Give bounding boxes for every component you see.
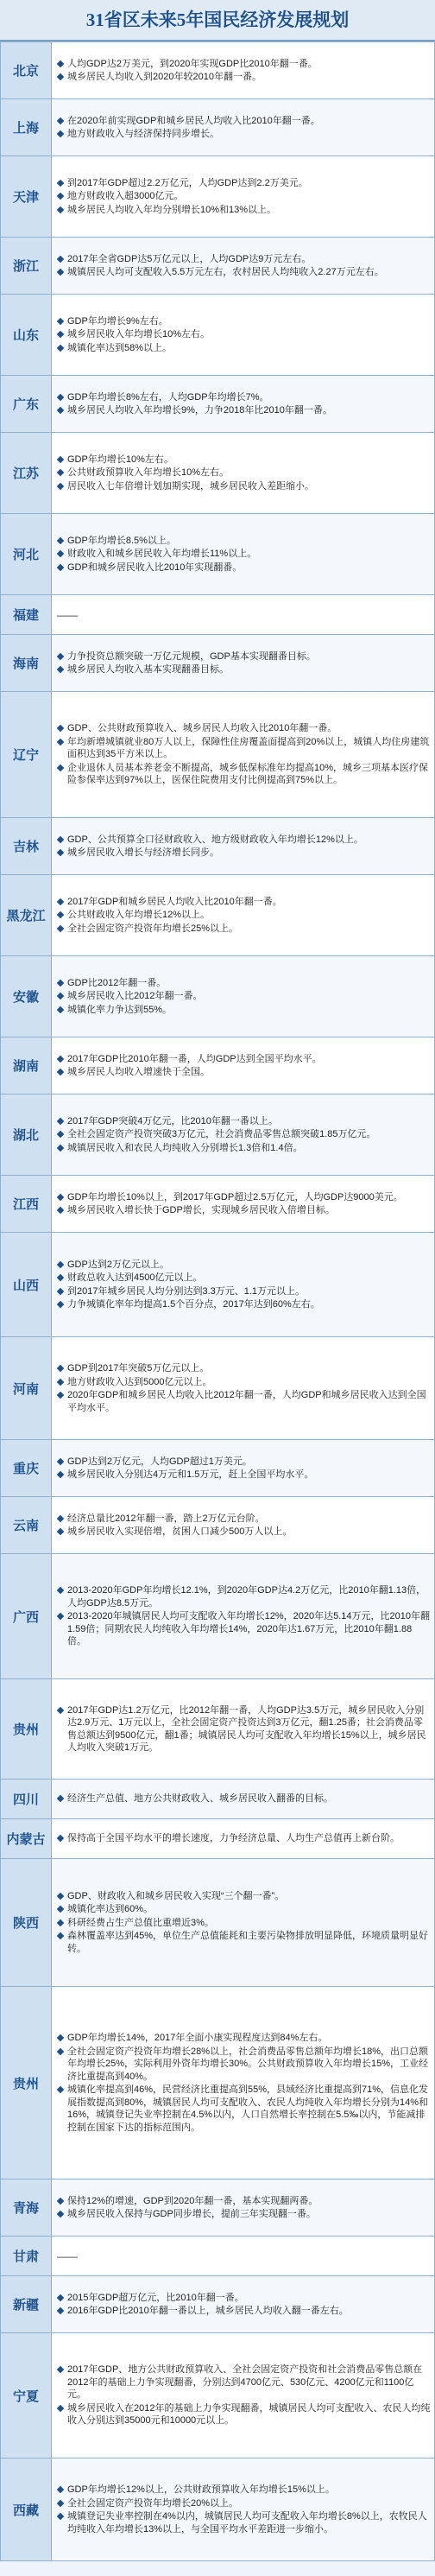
table-row xyxy=(1,1780,435,1819)
plan-item: 在2020年前实现GDP和城乡居民人均收入比2010年翻一番。 xyxy=(57,115,431,128)
plan-item: 财政总收入达到4500亿元以上。 xyxy=(57,1272,431,1285)
table-row xyxy=(1,1987,435,2179)
province-name: 甘肃 xyxy=(1,2237,52,2276)
province-name: 四川 xyxy=(1,1780,52,1819)
province-name: 辽宁 xyxy=(1,692,52,818)
plan-item: 2017年GDP和城乡居民人均收入比2010年翻一番。 xyxy=(57,896,431,909)
page-title: 31省区未来5年国民经济发展规划 xyxy=(0,0,435,41)
province-name: 广西 xyxy=(1,1554,52,1679)
province-name: 山东 xyxy=(1,295,52,376)
table-row xyxy=(1,1554,435,1679)
plan-item: 公共财政收入年均增长12%以上。 xyxy=(57,909,431,922)
province-name: 贵州 xyxy=(1,1679,52,1780)
table-row xyxy=(1,1440,435,1497)
table-row xyxy=(1,692,435,818)
province-name: 浙江 xyxy=(1,238,52,295)
plan-cell xyxy=(52,156,435,238)
plan-item: 全社会固定资产投资年均增长20%以上。 xyxy=(57,2497,431,2510)
province-name: 海南 xyxy=(1,635,52,692)
plan-cell xyxy=(52,1679,435,1780)
plan-item: 全社会固定资产投资年均增长28%以上，社会消费品零售总额年均增长18%，出口总额年均增长25%，实际利用外资年均增长30%。公共财政预算收入年均增长15%，工业经济比重提高到40%。 xyxy=(57,2046,431,2084)
plan-cell xyxy=(52,1337,435,1440)
plan-item: 城镇居民人均可支配收入5.5万元左右，农村居民人均纯收入2.27万元左右。 xyxy=(57,266,431,279)
table-row xyxy=(1,1176,435,1233)
province-name: 西藏 xyxy=(1,2459,52,2561)
province-name: 宁夏 xyxy=(1,2333,52,2459)
plan-item: 保持12%的增速，GDP到2020年翻一番，基本实现翻两番。 xyxy=(57,2195,431,2208)
province-name: 青海 xyxy=(1,2179,52,2237)
province-name: 江苏 xyxy=(1,433,52,514)
province-name: 广东 xyxy=(1,376,52,433)
plan-cell xyxy=(52,1094,435,1176)
plan-item: 城镇登记失业率控制在4%以内，城镇居民人均可支配收入年均增长8%以上，农牧民人均纯收入年均增长13%以上，与全国平均水平差距进一步缩小。 xyxy=(57,2510,431,2535)
plan-item: 城乡居民收入年均增长10%左右。 xyxy=(57,328,431,341)
plan-cell xyxy=(52,1780,435,1819)
plan-item: 财政收入和城乡居民收入年均增长11%以上。 xyxy=(57,548,431,561)
plan-item: 城镇居民收入和农民人均纯收入分别增长1.3倍和1.4倍。 xyxy=(57,1142,431,1155)
plan-cell xyxy=(52,2237,435,2276)
plan-item: 2017年GDP比2010年翻一番，人均GDP达到全国平均水平。 xyxy=(57,1053,431,1066)
table-row xyxy=(1,2276,435,2333)
plan-cell xyxy=(52,1176,435,1233)
province-name: 北京 xyxy=(1,42,52,99)
plan-item: 经济生产总值、地方公共财政收入、城乡居民收入翻番的目标。 xyxy=(57,1792,431,1805)
table-row xyxy=(1,1497,435,1554)
plan-cell xyxy=(52,1440,435,1497)
plan-item: GDP年均增长12%以上，公共财政预算收入年均增长15%以上。 xyxy=(57,2484,431,2497)
plan-item: GDP年均增长8%左右，人均GDP年均增长7%。 xyxy=(57,391,431,404)
plan-item: 城镇化率达到60%。 xyxy=(57,1903,431,1916)
plan-item: GDP和城乡居民收入比2010年实现翻番。 xyxy=(57,562,431,574)
table-row xyxy=(1,156,435,238)
plan-item: 地方财政收入超3000亿元。 xyxy=(57,190,431,203)
plan-cell xyxy=(52,1037,435,1094)
table-row xyxy=(1,1337,435,1440)
plan-cell xyxy=(52,635,435,692)
table-row xyxy=(1,1094,435,1176)
plan-cell xyxy=(52,1554,435,1679)
plan-cell xyxy=(52,2179,435,2237)
province-name: 内蒙古 xyxy=(1,1819,52,1859)
plan-item: GDP达到2万亿元，人均GDP超过1万美元。 xyxy=(57,1456,431,1469)
plan-cell xyxy=(52,514,435,595)
plan-cell xyxy=(52,2333,435,2459)
plan-cell xyxy=(52,99,435,156)
plan-cell xyxy=(52,595,435,635)
plan-item: GDP、公共财政预算收入、城乡居民人均收入比2010年翻一番。 xyxy=(57,722,431,735)
table-row xyxy=(1,433,435,514)
plan-item: GDP年均增长9%左右。 xyxy=(57,315,431,328)
table-row xyxy=(1,99,435,156)
table-row xyxy=(1,1859,435,1987)
plan-item: 保持高于全国平均水平的增长速度，力争经济总量、人均生产总值再上新台阶。 xyxy=(57,1832,431,1845)
plan-item: 城乡居民人均收入到2020年较2010年翻一番。 xyxy=(57,71,431,84)
table-row xyxy=(1,595,435,635)
plan-item: 城乡居民收入保持与GDP同步增长，提前三年实现翻一番。 xyxy=(57,2208,431,2221)
plan-cell xyxy=(52,1233,435,1337)
plan-item: GDP比2012年翻一番。 xyxy=(57,977,431,990)
plan-cell xyxy=(52,956,435,1037)
province-name: 江西 xyxy=(1,1176,52,1233)
table-row xyxy=(1,2333,435,2459)
plan-item: 城镇化率力争达到55%。 xyxy=(57,1004,431,1017)
table-row xyxy=(1,514,435,595)
table-row xyxy=(1,1819,435,1859)
province-name: 陕西 xyxy=(1,1859,52,1987)
plan-item: 地方财政收入达到5000亿元以上。 xyxy=(57,1376,431,1389)
plan-item: GDP达到2万亿元以上。 xyxy=(57,1259,431,1272)
table-row xyxy=(1,2459,435,2561)
plan-item: 2013-2020年GDP年均增长12.1%，到2020年GDP达4.2万亿元，比2010年翻1.13倍，人均GDP达8.5万元。 xyxy=(57,1584,431,1609)
table-row xyxy=(1,2237,435,2276)
plan-item: 力争投资总额突破一万亿元规模，GDP基本实现翻番目标。 xyxy=(57,650,431,663)
table-row xyxy=(1,875,435,956)
plan-item: 城乡居民收入分别达4万元和1.5万元，赶上全国平均水平。 xyxy=(57,1469,431,1482)
plan-item: GDP年均增长8.5%以上。 xyxy=(57,535,431,548)
province-name: 福建 xyxy=(1,595,52,635)
table-row xyxy=(1,376,435,433)
plan-cell xyxy=(52,376,435,433)
province-name: 重庆 xyxy=(1,1440,52,1497)
plan-item: 2016年GDP比2010年翻一番以上，城乡居民人均收入翻一番左右。 xyxy=(57,2305,431,2318)
plan-item: 2017年全省GDP达5万亿元以上，人均GDP达9万元左右。 xyxy=(57,253,431,266)
table-row xyxy=(1,238,435,295)
plan-cell xyxy=(52,2459,435,2561)
province-name: 湖南 xyxy=(1,1037,52,1094)
plan-item: 城乡居民收入比2012年翻一番。 xyxy=(57,990,431,1003)
plan-cell xyxy=(52,875,435,956)
plan-item: 企业退休人员基本养老金不断提高，城乡低保标准年均提高10%，城乡三项基本医疗保险参保率达到97%以上，医保住院费用支付比例提高到75%以上。 xyxy=(57,762,431,787)
plan-item: 人均GDP达2万美元，到2020年实现GDP比2010年翻一番。 xyxy=(57,58,431,71)
province-name: 贵州 xyxy=(1,1987,52,2179)
table-row xyxy=(1,2179,435,2237)
table-row xyxy=(1,818,435,875)
plan-item: 城乡居民人均收入年均分别增长10%和13%以上。 xyxy=(57,204,431,217)
plan-cell xyxy=(52,818,435,875)
table-row xyxy=(1,1679,435,1780)
province-name: 天津 xyxy=(1,156,52,238)
plan-item: 2020年GDP和城乡居民人均收入比2012年翻一番，人均GDP和城乡居民收入达到全国平均水平。 xyxy=(57,1389,431,1414)
plan-item: 全社会固定资产投资突破3万亿元，社会消费品零售总额突破1.85万亿元。 xyxy=(57,1128,431,1141)
plan-item: 2017年GDP达1.2万亿元，比2012年翻一番，人均GDP达3.5万元，城乡居民收入分别达2.9万元、1万元以上，全社会固定资产投资达到3万亿元，翻1.25番；社会消费品零售总额达到9500亿元，翻1番；城镇居民人均可支配收入年均增长15%以上，城乡居民人均收入突破1万元。 xyxy=(57,1704,431,1754)
plan-item: 到2017年城乡居民人均分别达到3.3万元、1.1万元以上。 xyxy=(57,1285,431,1298)
plan-item: 居民收入七年倍增计划加期实现，城乡居民收入差距缩小。 xyxy=(57,480,431,493)
table-row xyxy=(1,295,435,376)
plan-cell xyxy=(52,1859,435,1987)
empty-dash: —— xyxy=(57,608,78,621)
plan-cell xyxy=(52,2276,435,2333)
plan-cell xyxy=(52,1819,435,1859)
province-name: 河南 xyxy=(1,1337,52,1440)
plan-item: 城乡居民收入增长与经济增长同步。 xyxy=(57,847,431,860)
plan-item: GDP到2017年突破5万亿元以上。 xyxy=(57,1362,431,1375)
plan-item: 城乡居民收入增长快于GDP增长，实现城乡居民收入倍增目标。 xyxy=(57,1204,431,1217)
plan-cell xyxy=(52,238,435,295)
plan-cell xyxy=(52,692,435,818)
plan-item: GDP年均增长14%，2017年全面小康实现程度达到84%左右。 xyxy=(57,2032,431,2045)
province-name: 吉林 xyxy=(1,818,52,875)
plan-item: 科研经费占生产总值比重增近3%。 xyxy=(57,1917,431,1930)
plan-item: 城镇化率提高到46%，民营经济比重提高到55%，县域经济比重提高到71%，信息化发展指数提高到80%，城镇居民人均可支配收入、农民人均纯收入年均增长分别为14%和16%，城镇登记失业率控制在4.5%以内，人口自然增长率控制在5.5‰以内，节能减排控制在国家下达的指标范围内。 xyxy=(57,2084,431,2134)
table-row xyxy=(1,1037,435,1094)
plan-item: 2017年GDP、地方公共财政预算收入、全社会固定资产投资和社会消费品零售总额在2012年的基础上力争实现翻番，分别达到4700亿元、530亿元、4200亿元和1100亿元。 xyxy=(57,2363,431,2402)
province-name: 河北 xyxy=(1,514,52,595)
province-name: 黑龙江 xyxy=(1,875,52,956)
plan-item: 经济总量比2012年翻一番，踏上2万亿元台阶。 xyxy=(57,1513,431,1526)
province-name: 山西 xyxy=(1,1233,52,1337)
province-name: 云南 xyxy=(1,1497,52,1554)
plan-item: 2013-2020年城镇居民人均可支配收入年均增长12%，2020年达5.14万元，比2010年翻1.59倍；同期农民人均纯收入年均增长14%，2020年达1.67万元，比2010年翻1.88倍。 xyxy=(57,1610,431,1648)
plan-item: 力争城镇化率年均提高1.5个百分点，2017年达到60%左右。 xyxy=(57,1298,431,1311)
plan-item: 城镇化率达到58%以上。 xyxy=(57,342,431,355)
province-name: 安徽 xyxy=(1,956,52,1037)
plan-item: 城乡居民收入实现倍增，贫困人口减少500万人以上。 xyxy=(57,1526,431,1539)
plan-item: 2017年GDP突破4万亿元，比2010年翻一番以上。 xyxy=(57,1115,431,1128)
plan-item: GDP、公共预算全口径财政收入、地方级财政收入年均增长12%以上。 xyxy=(57,834,431,847)
plan-cell xyxy=(52,1497,435,1554)
plan-cell xyxy=(52,295,435,376)
plan-item: 城乡居民人均收入增速快于全国。 xyxy=(57,1066,431,1079)
plan-item: 全社会固定资产投资年均增长25%以上。 xyxy=(57,923,431,936)
plan-item: 森林覆盖率达到45%，单位生产总值能耗和主要污染物排放明显降低，环境质量明显好转。 xyxy=(57,1930,431,1955)
empty-dash: —— xyxy=(57,2249,78,2262)
plan-item: GDP、财政收入和城乡居民收入实现“三个翻一番”。 xyxy=(57,1890,431,1903)
plan-item: 公共财政预算收入年均增长10%左右。 xyxy=(57,466,431,479)
plan-cell xyxy=(52,42,435,99)
plan-item: 城乡居民收入在2012年的基础上力争实现翻番，城镇居民人均可支配收入、农民人均纯收入分别达到35000元和10000元以上。 xyxy=(57,2402,431,2427)
plan-item: 城乡居民人均收入年均增长9%，力争2018年比2010年翻一番。 xyxy=(57,404,431,417)
table-row xyxy=(1,1233,435,1337)
plan-cell xyxy=(52,433,435,514)
province-name: 湖北 xyxy=(1,1094,52,1176)
plan-item: 年均新增城镇就业80万人以上，保障性住房覆盖面提高到20%以上，城镇人均住房建筑面积达到35平方米以上。 xyxy=(57,736,431,761)
plan-item: 到2017年GDP超过2.2万亿元，人均GDP达到2.2万美元。 xyxy=(57,177,431,190)
plan-item: 地方财政收入与经济保持同步增长。 xyxy=(57,128,431,141)
plan-item: GDP年均增长10%左右。 xyxy=(57,454,431,466)
plan-item: 城乡居民人均收入基本实现翻番目标。 xyxy=(57,663,431,676)
plan-cell xyxy=(52,1987,435,2179)
plan-item: 2015年GDP超万亿元，比2010年翻一番。 xyxy=(57,2292,431,2305)
province-name: 上海 xyxy=(1,99,52,156)
table-row xyxy=(1,42,435,99)
table-row xyxy=(1,635,435,692)
province-name: 新疆 xyxy=(1,2276,52,2333)
plan-table xyxy=(0,41,435,2561)
table-row xyxy=(1,956,435,1037)
plan-item: GDP年均增长10%以上，到2017年GDP超过2.5万亿元，人均GDP达9000美元。 xyxy=(57,1191,431,1204)
